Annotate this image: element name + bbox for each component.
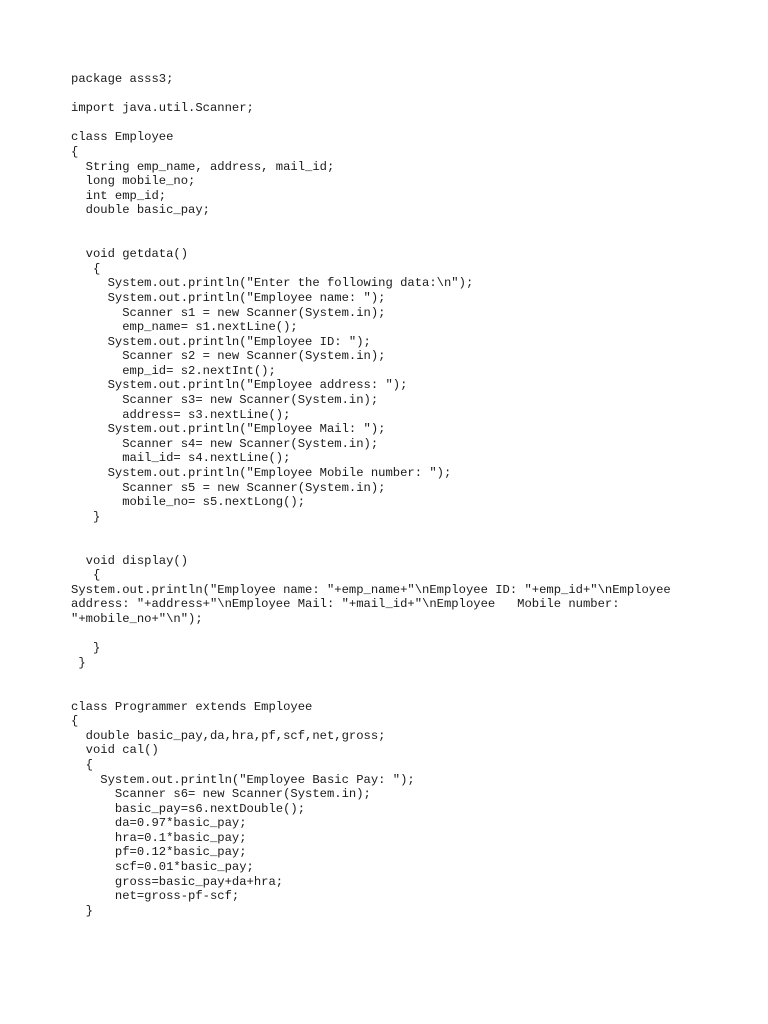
code-line: mail_id= s4.nextLine(); xyxy=(71,451,291,466)
code-line: gross=basic_pay+da+hra; xyxy=(71,874,284,889)
code-listing xyxy=(71,72,671,933)
code-line: package asss3; xyxy=(71,72,174,86)
code-line: } xyxy=(71,641,101,656)
code-line: System.out.println("Employee address: "); xyxy=(71,378,408,393)
code-line: address= s3.nextLine(); xyxy=(71,407,291,422)
code-line: mobile_no= s5.nextLong(); xyxy=(71,495,306,510)
code-line: emp_name= s1.nextLine(); xyxy=(71,320,298,335)
code-line: class Employee xyxy=(71,130,174,145)
code-line: { xyxy=(71,714,79,729)
code-line: basic_pay=s6.nextDouble(); xyxy=(71,801,306,816)
code-line xyxy=(71,685,671,700)
code-line: Scanner s1 = new Scanner(System.in); xyxy=(71,305,386,320)
code-line: int emp_id; xyxy=(71,188,167,203)
code-line: System.out.println("Employee Basic Pay: "); xyxy=(71,772,415,787)
code-line xyxy=(71,670,671,685)
code-line: System.out.println("Employee Mobile number: "); xyxy=(71,466,452,481)
code-line: Scanner s5 = new Scanner(System.in); xyxy=(71,480,386,495)
code-line: String emp_name, address, mail_id; xyxy=(71,159,335,174)
code-line xyxy=(71,918,671,933)
code-line: } xyxy=(71,903,93,918)
code-line: System.out.println("Enter the following data:\n"); xyxy=(71,276,474,291)
code-line: void cal() xyxy=(71,743,159,758)
code-line: emp_id= s2.nextInt(); xyxy=(71,363,276,378)
code-line: { xyxy=(71,757,93,772)
code-line: { xyxy=(71,261,101,276)
code-line xyxy=(71,218,671,233)
code-line: { xyxy=(71,568,101,583)
code-line: scf=0.01*basic_pay; xyxy=(71,860,254,875)
code-line: import java.util.Scanner; xyxy=(71,101,254,116)
code-line: System.out.println("Employee name: "); xyxy=(71,290,386,305)
code-line: pf=0.12*basic_pay; xyxy=(71,845,247,860)
code-line: Scanner s2 = new Scanner(System.in); xyxy=(71,349,386,364)
code-line: Scanner s4= new Scanner(System.in); xyxy=(71,436,379,451)
code-line: } xyxy=(71,509,101,524)
code-line: System.out.println("Employee Mail: "); xyxy=(71,422,386,437)
code-line: System.out.println("Employee name: "+emp_name+"\nEmployee ID: "+emp_id+"\nEmployee xyxy=(71,582,671,597)
code-line xyxy=(71,539,671,554)
code-line: void display() xyxy=(71,553,189,568)
code-line: double basic_pay; xyxy=(71,203,210,218)
code-line: System.out.println("Employee ID: "); xyxy=(71,334,371,349)
code-line: { xyxy=(71,144,79,159)
code-line xyxy=(71,524,671,539)
code-line: da=0.97*basic_pay; xyxy=(71,816,247,831)
code-line: Scanner s3= new Scanner(System.in); xyxy=(71,393,379,408)
code-line: Scanner s6= new Scanner(System.in); xyxy=(71,787,371,802)
code-line: void getdata() xyxy=(71,247,189,262)
code-line: net=gross-pf-scf; xyxy=(71,889,240,904)
code-line: "+mobile_no+"\n"); xyxy=(71,611,203,626)
code-line xyxy=(71,233,671,248)
code-line: class Programmer extends Employee xyxy=(71,699,313,714)
code-line: double basic_pay,da,hra,pf,scf,net,gross; xyxy=(71,728,386,743)
code-line xyxy=(71,116,671,131)
code-line: hra=0.1*basic_pay; xyxy=(71,830,247,845)
code-line: } xyxy=(71,655,86,670)
code-line: long mobile_no; xyxy=(71,174,196,189)
code-line: address: "+address+"\nEmployee Mail: "+mail_id+"\nEmployee Mobile number: xyxy=(71,597,620,612)
code-line xyxy=(71,627,671,642)
code-line xyxy=(71,87,671,102)
